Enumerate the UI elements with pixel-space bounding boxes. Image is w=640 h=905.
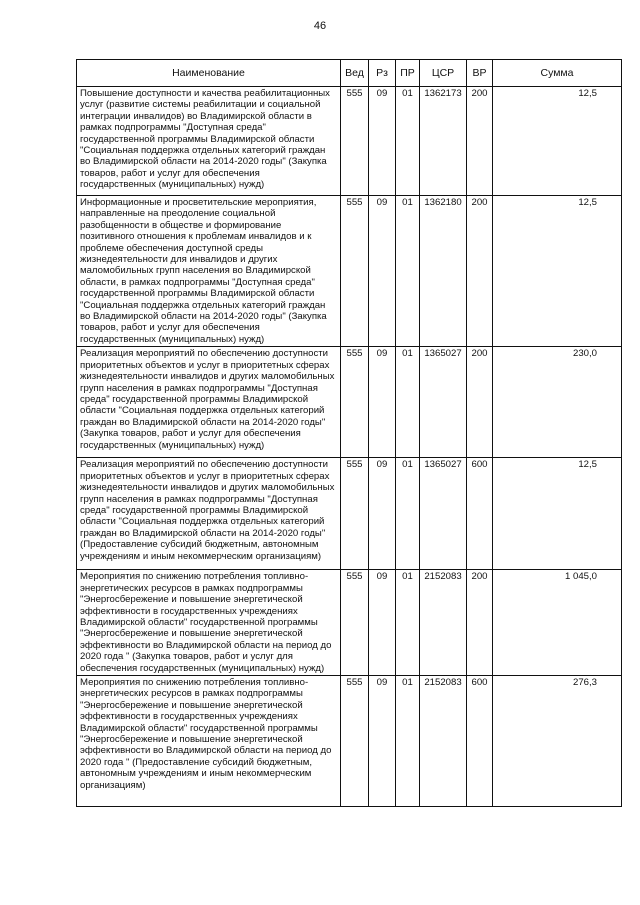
column-header-pr: ПР — [396, 60, 420, 87]
table-header-row — [77, 60, 622, 87]
column-header-csr: ЦСР — [420, 60, 467, 87]
row-vr: 200 — [467, 347, 493, 458]
table-row — [77, 570, 622, 676]
row-vr: 600 — [467, 675, 493, 806]
row-csr: 1362173 — [420, 87, 467, 196]
row-sum: 12,5 — [493, 458, 622, 570]
column-header-vr: ВР — [467, 60, 493, 87]
row-sum: 12,5 — [493, 196, 622, 347]
column-header-ved: Вед — [341, 60, 369, 87]
row-pr: 01 — [396, 675, 420, 806]
row-name: Реализация мероприятий по обеспечению доступности приоритетных объектов и услуг в приоритетных сферах жизнедеятельности инвалидов и других маломобильных групп населения в рамках подпрограммы "Доступная среда" государственной программы Владимирской области "Социальная поддержка отдельных категорий граждан во Владимирской области на 2014-2020 годы" (Предоставление субсидий бюджетным, автономным учреждениям и иным некоммерческим организациям) — [77, 458, 341, 570]
row-sum: 230,0 — [493, 347, 622, 458]
table-row — [77, 87, 622, 196]
row-pr: 01 — [396, 347, 420, 458]
row-ved: 555 — [341, 570, 369, 676]
row-rz: 09 — [369, 87, 396, 196]
row-name: Реализация мероприятий по обеспечению доступности приоритетных объектов и услуг в приоритетных сферах жизнедеятельности инвалидов и других маломобильных групп населения в рамках подпрограммы "Доступная среда" государственной программы Владимирской области "Социальная поддержка отдельных категорий граждан во Владимирской области на 2014-2020 годы" (Закупка товаров, работ и услуг для обеспечения государственных (муниципальных) нужд) — [77, 347, 341, 458]
row-vr: 200 — [467, 87, 493, 196]
row-rz: 09 — [369, 196, 396, 347]
row-sum: 1 045,0 — [493, 570, 622, 676]
row-pr: 01 — [396, 570, 420, 676]
row-rz: 09 — [369, 675, 396, 806]
row-pr: 01 — [396, 196, 420, 347]
row-rz: 09 — [369, 570, 396, 676]
row-ved: 555 — [341, 675, 369, 806]
row-csr: 2152083 — [420, 675, 467, 806]
row-ved: 555 — [341, 196, 369, 347]
row-name: Информационные и просветительские мероприятия, направленные на преодоление социальной разобщенности в обществе и формирование позитивного отношения к проблемам инвалидов и к проблеме обеспечения доступной среды жизнедеятельности для инвалидов и других маломобильных групп населения во Владимирской области, в рамках подпрограммы "Доступная среда" государственной программы Владимирской области "Социальная поддержка отдельных категорий граждан во Владимирской области на 2014-2020 годы" (Закупка товаров, работ и услуг для обеспечения государственных (муниципальных) нужд) — [77, 196, 341, 347]
row-name: Повышение доступности и качества реабилитационных услуг (развитие системы реабилитации и социальной интеграции инвалидов) во Владимирской области в рамках подпрограммы "Доступная среда" государственной программы Владимирской области "Социальная поддержка отдельных категорий граждан во Владимирской области на 2014-2020 годы" (Закупка товаров, работ и услуг для обеспечения государственных (муниципальных) нужд) — [77, 87, 341, 196]
row-ved: 555 — [341, 87, 369, 196]
column-header-sum: Сумма — [493, 60, 622, 87]
row-csr: 2152083 — [420, 570, 467, 676]
table-row — [77, 675, 622, 806]
table-row — [77, 458, 622, 570]
row-csr: 1365027 — [420, 458, 467, 570]
row-sum: 12,5 — [493, 87, 622, 196]
row-sum: 276,3 — [493, 675, 622, 806]
page-number: 46 — [313, 20, 327, 32]
row-rz: 09 — [369, 458, 396, 570]
row-pr: 01 — [396, 87, 420, 196]
row-rz: 09 — [369, 347, 396, 458]
row-ved: 555 — [341, 347, 369, 458]
row-name: Мероприятия по снижению потребления топливно-энергетических ресурсов в рамках подпрограммы "Энергосбережение и повышение энергетической эффективности в государственных учреждениях Владимирской области" государственной программы "Энергосбережение и повышение энергетической эффективности во Владимирской области на период до 2020 года " (Закупка товаров, работ и услуг для обеспечения государственных (муниципальных) нужд) — [77, 570, 341, 676]
row-csr: 1362180 — [420, 196, 467, 347]
row-pr: 01 — [396, 458, 420, 570]
row-vr: 600 — [467, 458, 493, 570]
row-csr: 1365027 — [420, 347, 467, 458]
row-ved: 555 — [341, 458, 369, 570]
table-row — [77, 196, 622, 347]
column-header-rz: Рз — [369, 60, 396, 87]
budget-table — [76, 59, 622, 807]
row-name: Мероприятия по снижению потребления топливно-энергетических ресурсов в рамках подпрограммы "Энергосбережение и повышение энергетической эффективности в государственных учреждениях Владимирской области" государственной программы "Энергосбережение и повышение энергетической эффективности во Владимирской области на период до 2020 года " (Предоставление субсидий бюджетным, автономным учреждениям и иным некоммерческим организациям) — [77, 675, 341, 806]
row-vr: 200 — [467, 196, 493, 347]
column-header-name: Наименование — [77, 60, 341, 87]
table-row — [77, 347, 622, 458]
row-vr: 200 — [467, 570, 493, 676]
